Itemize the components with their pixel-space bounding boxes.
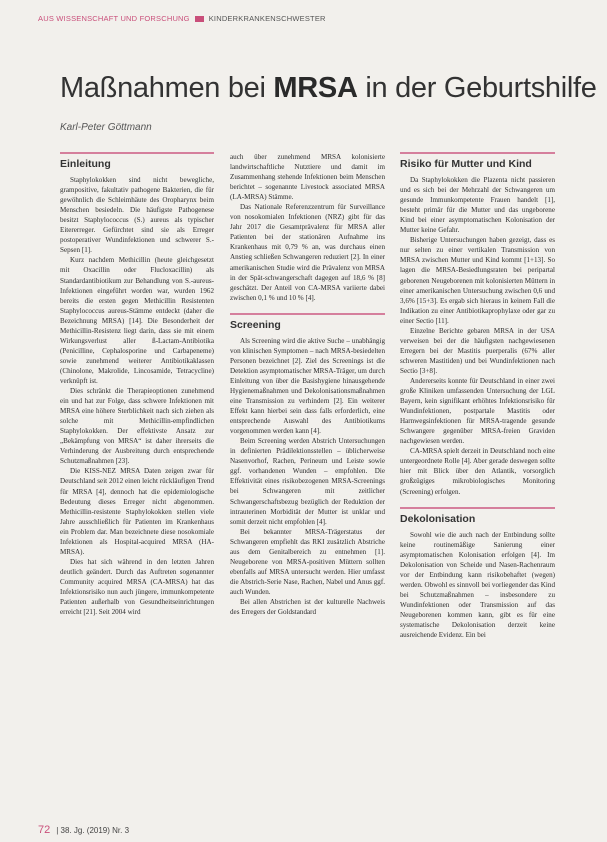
- issue-label: | 38. Jg. (2019) Nr. 3: [56, 826, 130, 835]
- flag-icon: [195, 16, 204, 22]
- column-3: [400, 152, 555, 812]
- page-footer: [38, 824, 129, 836]
- paragraph: Bei allen Abstrichen ist der kulturelle Nachweis des Erregers der Goldstandard: [230, 597, 385, 617]
- paragraph: Andererseits konnte für Deutschland in einer zwei große Kliniken umfassenden Untersuchung der LGL Bayern, kein signifikant erhöhtes Infektionsrisiko für Wundinfektionen, postpartale Mastitis oder Harnwegsinfektionen für MRSA-tragende gesunde Schwangere gegenüber MRSA-freien Graviden nachgewiesen werden.: [400, 376, 555, 446]
- journal-label: KINDERKRANKENSCHWESTER: [208, 14, 326, 23]
- paragraph: Bisherige Untersuchungen haben gezeigt, dass es nur selten zu einer vertikalen Transmission von MRSA zwischen Mutter und Kind kommt [1+13]. So lagen die MRSA-Besiedlungsraten bei peripartal geborenen Neugeborenen mit kolonisierten Müttern in einer amerikanischen Untersuchung zwischen 0,6 und 3,6% [15+3]. Es ergab sich hieraus in keinem Fall die Indikation zu einer Antibiotikaprophylaxe oder gar zu einer Sectio [11].: [400, 236, 555, 325]
- page-number: 72: [38, 824, 51, 836]
- column-1: [60, 152, 214, 812]
- paragraph: Die KISS-NEZ MRSA Daten zeigen zwar für Deutschland seit 2012 einen leicht rückläufigen Trend für MRSA [4], dennoch hat die epidemiologische Bedeutung dieses Erreger nicht abgenommen. Methicillin-resistente Staphylokokken stellen viele Jahre ausschließlich für Patienten im Krankenhaus ein Problem dar. Man bezeichnete diese nosokomiale Infektionen als Hospital-acquired MRSA (HA-MRSA).: [60, 467, 214, 556]
- paragraph: Bei bekannter MRSA-Trägerstatus der Schwangeren empfiehlt das RKI zusätzlich Abstriche aus dem Genitalbereich zu entnehmen [1]. Neugeborene von MRSA-positiven Müttern sollten ebenfalls auf MRSA untersucht werden. Hier umfasst die Abstrich-Serie Nase, Rachen, Nabel und Anus ggf. auch Wunden.: [230, 527, 385, 596]
- heading-rule: [230, 313, 385, 315]
- paragraph: Sowohl wie die auch nach der Entbindung sollte keine routinemäßige Sanierung einer asymptomatischen Kolonisation erfolgen [4]. Im Dekolonisation von Scheide und Nasen-Rachenraum vor der Entbindung kann risikobehaftet (wegen) werden. Obwohl es sinnvoll bei vorliegender das Kind bei Schutzmaßnahmen – insbesondere zu Wundinfektionen oder Transmission auf das Neugeborenen kommen kann, gibt es für eine systematische Dekolonisation derzeit keine ausreichende Evidenz. Ein bei: [400, 530, 555, 640]
- heading-risiko: Risiko für Mutter und Kind: [400, 158, 532, 170]
- section-label: AUS WISSENSCHAFT UND FORSCHUNG: [38, 14, 190, 23]
- paragraph: Dies hat sich während in den letzten Jahren deutlich geändert. Durch das Auftreten sogenannter Community acquired MRSA (CA-MRSA) hat das Infektionsrisiko nun auch jüngere, immunkompetente Patienten außerhalb von Gesundheitseinrichtungen erreicht [21]. Seit 2004 wird: [60, 557, 214, 617]
- paragraph: auch über zunehmend MRSA kolonisierte landwirtschaftliche Nutztiere und damit im Zusammenhang stehende Infektionen beim Menschen berichtet – sogenannte Livestock associated MRSA (LA-MRSA) Stämme.: [230, 153, 385, 202]
- section-header: [38, 14, 326, 23]
- column-2: [230, 152, 385, 812]
- paragraph: Dies schränkt die Therapieoptionen zunehmend ein und hat zur Folge, dass schwere Infektionen mit MRSA eine höhere Sterblichkeit nach sich ziehen als solche mit Methicillin-empfindlichen Staphylokokken. Der effektivste Ansatz zur „Bekämpfung von MRSA“ ist daher ihrerseits die Verhinderung der Ausbreitung durch entsprechende Schutzmaßnahmen [23].: [60, 387, 214, 466]
- paragraph: Das Nationale Referenzzentrum für Surveillance von nosokomialen Infektionen (NRZ) gibt für das Jahr 2017 die Gesamtprävalenz für MRSA aller Patienten bei der stationären Aufnahme ins Krankenhaus mit 0,79 % an, was durchaus einen Anstieg schließen Schwangeren reduziert [2]. In einer amerikanischen Studie wird die Prävalenz von MRSA in der Spät-schwangerschaft dagegen auf 18,6 % [8] geschätzt. Der Anteil von CA-MRSA variierte dabei zwischen 0,1 % und 10 % [4].: [230, 203, 385, 302]
- heading-einleitung: Einleitung: [60, 158, 111, 170]
- title-part-2: MRSA: [273, 72, 358, 104]
- paragraph: Da Staphylokokken die Plazenta nicht passieren und es sich bei der Mehrzahl der Schwangeren um gesunde Immunkompetente Frauen handelt [1], besteht primär für die Mutter und das ungeborene Kind bei einer asymptomatischen Kolonisation der Mutter keine Gefahr.: [400, 176, 555, 235]
- paragraph: Kurz nachdem Methicillin (heute gleichgesetzt mit Oxacillin oder Flucloxacillin) als Standardantibiotikum zur Behandlung von S.-aureus-Infektionen eingeführt worden war, wurden 1962 bereits die ersten gegen Methicillin Resistenten Staphylococcus aureus-Stämme entdeckt (daher die Bezeichnung MRSA) [14]. Die Besonderheit der Methicillin-Resistenz liegt darin, dass sie mit einem Wirkungsverlust aller ß-Lactam-Antibiotika (Penicilline, Cephalosporine und Carbapeneme) sowie zunehmend weiterer Antibiotikaklassen (Chinolone, Makrolide, Lincosamide, Tetracycline) verknüpft ist.: [60, 256, 214, 385]
- author: Karl-Peter Göttmann: [60, 122, 152, 133]
- paragraph: Staphylokokken sind nicht bewegliche, grampositive, fakultativ pathogene Bakterien, die für gewöhnlich die Schleimhäute des Oropharynx beim Menschen besiedeln. Die häufigste Pathogenese besitzt Staphylococcus (S.) aureus als typischer Eitererreger. Gefürchtet sind sie als Erreger postoperativer Wundinfektionen und schwerer S.-Sepsen [1].: [60, 176, 214, 255]
- article-title: [60, 72, 597, 105]
- paragraph: Einzelne Berichte gebaren MRSA in der USA verweisen bei der die häufigsten nachgewiesenen Erregern bei der Mastitis puerperalis (67% aller schweren Mastitiden) und bei Wundinfektionen nach Sectio [3+8].: [400, 326, 555, 375]
- heading-rule: [400, 152, 555, 154]
- paragraph: Beim Screening werden Abstrich Untersuchungen in definierten Prädilektionsstellen – üblicherweise Nasenvorhof, Rachen, Perineum und Leiste sowie ggf. vorhandenen Wunden – empfohlen. Die Effektivität eines risikobezogenen MRSA-Screenings bei Schwangeren mit zeitlicher Schwangerschaftsbezug bezüglich der Reduktion der intrauterinen Morbidität der Mutter ist unklar und somit derzeit nicht empfohlen [4].: [230, 437, 385, 526]
- heading-dekolonisation: Dekolonisation: [400, 512, 476, 525]
- heading-screening: Screening: [230, 318, 281, 331]
- title-part-1: Maßnahmen bei: [60, 72, 274, 104]
- title-part-3: in der Geburtshilfe: [357, 72, 597, 104]
- heading-rule: [400, 507, 555, 509]
- heading-rule: [60, 152, 214, 154]
- paragraph: CA-MRSA spielt derzeit in Deutschland noch eine untergeordnete Rolle [4]. Aber gerade deswegen sollte hier mit Blick über den Atlantik, vorsorglich großzügiges mikrobiologisches Monitoring (Screening) erfolgen.: [400, 447, 555, 496]
- paragraph: Als Screening wird die aktive Suche – unabhängig von klinischen Symptomen – nach MRSA-besiedelten Personen bezeichnet [2]. Ziel des Screenings ist die Detektion asymptomatischer MRSA-Träger, um durch Einleitung von über die Basishygiene hinausgehende Hygienemaßnahmen und Dekolonisationsmaßnahmen eine Transmission zu verhindern [2]. Ein weiterer Effekt kann hierbei sein dass falls erforderlich, eine entsprechende Auswahl des Antibiotikums vorgenommen werden kann [4].: [230, 336, 385, 436]
